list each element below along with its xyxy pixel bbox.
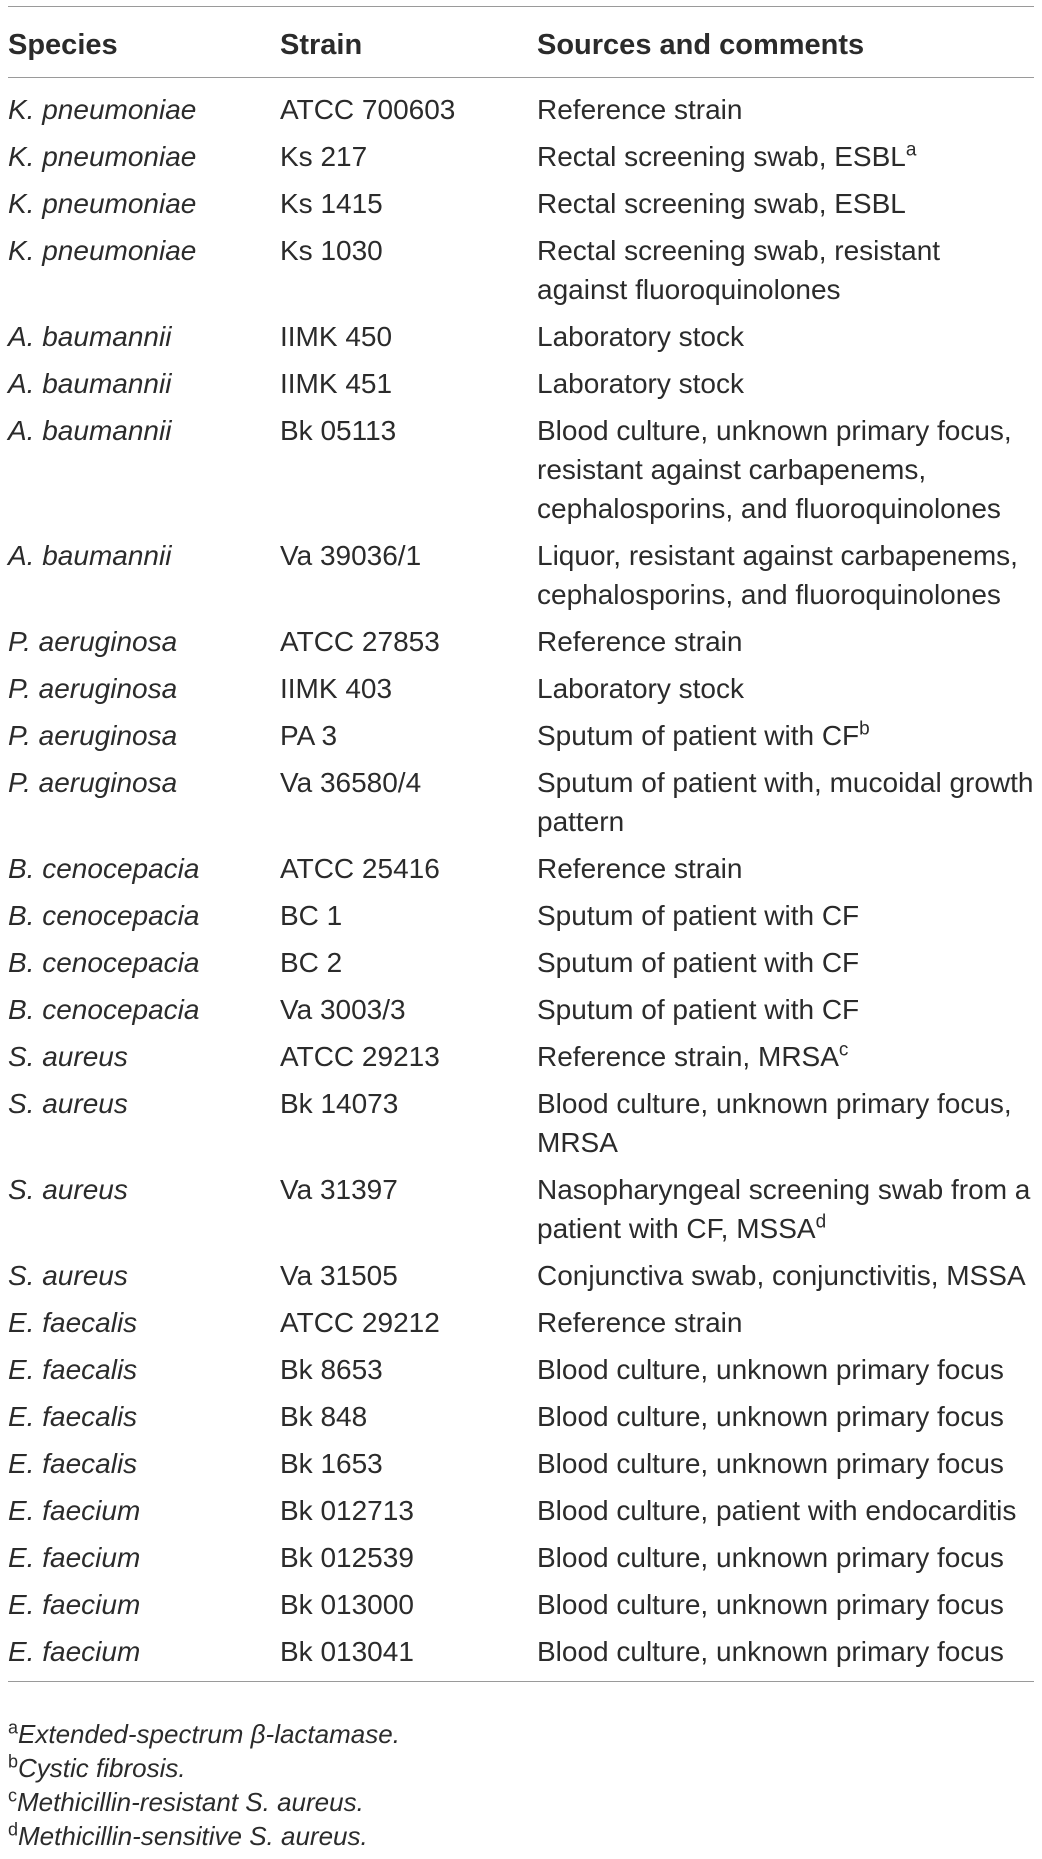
table-row (8, 1530, 1034, 1577)
comment-text: Blood culture, unknown primary focus (537, 1636, 1004, 1667)
species-cell: E. faecium (8, 1495, 141, 1526)
table-row (8, 1436, 1034, 1483)
comment-text: Laboratory stock (537, 673, 744, 704)
comment-text: Sputum of patient with CF (537, 720, 860, 751)
species-cell: S. aureus (8, 1041, 128, 1072)
strain-cell: Ks 1030 (280, 235, 383, 266)
strain-cell: Va 39036/1 (280, 540, 422, 571)
table-row (8, 841, 1034, 888)
strain-table-container (8, 6, 1034, 1682)
table-row (8, 1162, 1034, 1248)
species-cell: A. baumannii (8, 540, 172, 571)
strain-cell: IIMK 451 (280, 368, 393, 399)
species-cell: K. pneumoniae (8, 94, 197, 125)
species-cell: S. aureus (8, 1088, 128, 1119)
comment-text: Laboratory stock (537, 368, 744, 399)
strain-cell: Ks 217 (280, 141, 368, 172)
species-cell: B. cenocepacia (8, 900, 200, 931)
comment-cell (537, 1342, 1034, 1389)
strain-cell: ATCC 25416 (280, 853, 440, 884)
comment-cell (537, 661, 1034, 708)
comment-text: Blood culture, unknown primary focus (537, 1448, 1004, 1479)
comment-cell (537, 1624, 1034, 1682)
table-row (8, 1577, 1034, 1624)
footnote-mark: d (8, 1819, 19, 1840)
comment-cell (537, 78, 1034, 130)
comment-cell (537, 708, 1034, 755)
comment-text: Sputum of patient with CF (537, 900, 860, 931)
strain-cell: Bk 1653 (280, 1448, 383, 1479)
strain-cell: Bk 012539 (280, 1542, 414, 1573)
footnote-text: Methicillin-sensitive S. aureus. (18, 1821, 368, 1851)
table-row (8, 176, 1034, 223)
species-cell: A. baumannii (8, 368, 172, 399)
comment-text: Reference strain (537, 94, 743, 125)
table-row (8, 1295, 1034, 1342)
strain-table (8, 6, 1034, 1682)
footnote-marker: a (905, 139, 917, 161)
strain-cell: PA 3 (280, 720, 338, 751)
strain-cell: Va 36580/4 (280, 767, 422, 798)
species-cell: S. aureus (8, 1174, 128, 1205)
comment-cell (537, 841, 1034, 888)
header-strain: Strain (280, 7, 537, 78)
footnotes (8, 1717, 1034, 1853)
comment-cell (537, 1530, 1034, 1577)
comment-cell (537, 755, 1034, 841)
species-cell: B. cenocepacia (8, 994, 200, 1025)
comment-text: Sputum of patient with CF (537, 994, 860, 1025)
table-row (8, 309, 1034, 356)
species-cell: B. cenocepacia (8, 853, 200, 884)
comment-cell (537, 1389, 1034, 1436)
strain-cell: Bk 05113 (280, 415, 397, 446)
comment-cell (537, 528, 1034, 614)
footnote-text: Cystic fibrosis. (18, 1753, 186, 1783)
footnote (8, 1785, 1034, 1819)
footnote-mark: a (8, 1717, 19, 1738)
strain-cell: Va 3003/3 (280, 994, 406, 1025)
strain-cell: ATCC 700603 (280, 94, 456, 125)
footnote (8, 1751, 1034, 1785)
comment-cell (537, 935, 1034, 982)
species-cell: A. baumannii (8, 321, 172, 352)
species-cell: K. pneumoniae (8, 235, 197, 266)
species-cell: S. aureus (8, 1260, 128, 1291)
table-row (8, 129, 1034, 176)
table-row (8, 78, 1034, 130)
footnote-marker: c (838, 1039, 849, 1061)
comment-cell (537, 614, 1034, 661)
species-cell: K. pneumoniae (8, 141, 197, 172)
strain-cell: Bk 013041 (280, 1624, 537, 1682)
table-row (8, 1342, 1034, 1389)
strain-cell: Va 31397 (280, 1174, 398, 1205)
table-row (8, 888, 1034, 935)
table-row (8, 223, 1034, 309)
table-row (8, 982, 1034, 1029)
comment-text: Rectal screening swab, ESBL (537, 141, 906, 172)
table-row (8, 935, 1034, 982)
table-body (8, 78, 1034, 1682)
footnote-mark: b (8, 1751, 19, 1772)
footnote-marker: b (859, 718, 870, 740)
species-cell: E. faecalis (8, 1448, 138, 1479)
comment-text: Conjunctiva swab, conjunctivitis, MSSA (537, 1260, 1026, 1291)
strain-cell: ATCC 27853 (280, 626, 440, 657)
comment-cell (537, 1162, 1034, 1248)
strain-cell: Bk 848 (280, 1401, 368, 1432)
strain-cell: Va 31505 (280, 1260, 398, 1291)
comment-text: Nasopharyngeal screening swab from a patient with CF, MSSA (537, 1174, 1031, 1244)
species-cell: K. pneumoniae (8, 188, 197, 219)
table-row (8, 1389, 1034, 1436)
footnote-marker: d (815, 1211, 827, 1233)
footnote (8, 1717, 1034, 1751)
table-row (8, 1483, 1034, 1530)
species-cell: P. aeruginosa (8, 673, 178, 704)
strain-cell: ATCC 29213 (280, 1041, 440, 1072)
comment-cell (537, 356, 1034, 403)
species-cell: A. baumannii (8, 415, 172, 446)
table-row (8, 708, 1034, 755)
comment-cell (537, 1483, 1034, 1530)
table-row (8, 528, 1034, 614)
strain-cell: ATCC 29212 (280, 1307, 440, 1338)
strain-cell: IIMK 403 (280, 673, 393, 704)
comment-cell (537, 888, 1034, 935)
table-row (8, 403, 1034, 528)
comment-cell (537, 309, 1034, 356)
comment-text: Reference strain, MRSA (537, 1041, 839, 1072)
species-cell: E. faecalis (8, 1307, 138, 1338)
comment-cell (537, 1076, 1034, 1162)
comment-cell (537, 1436, 1034, 1483)
footnote-text: Extended-spectrum β-lactamase. (18, 1719, 400, 1749)
comment-text: Reference strain (537, 1307, 743, 1338)
species-cell: E. faecalis (8, 1354, 138, 1385)
comment-cell (537, 1577, 1034, 1624)
header-species: Species (8, 7, 280, 78)
comment-cell (537, 223, 1034, 309)
comment-cell (537, 982, 1034, 1029)
comment-cell (537, 1029, 1034, 1076)
comment-text: Blood culture, unknown primary focus (537, 1401, 1004, 1432)
comment-cell (537, 129, 1034, 176)
comment-text: Rectal screening swab, ESBL (537, 188, 906, 219)
table-row (8, 356, 1034, 403)
species-cell: P. aeruginosa (8, 720, 178, 751)
species-cell: E. faecalis (8, 1401, 138, 1432)
footnote-text: Methicillin-resistant S. aureus. (17, 1787, 364, 1817)
strain-cell: BC 1 (280, 900, 343, 931)
table-row (8, 661, 1034, 708)
strain-cell: Bk 012713 (280, 1495, 414, 1526)
species-cell: P. aeruginosa (8, 767, 178, 798)
comment-text: Laboratory stock (537, 321, 744, 352)
comment-cell (537, 1295, 1034, 1342)
comment-text: Blood culture, patient with endocarditis (537, 1495, 1017, 1526)
table-row (8, 1624, 1034, 1682)
strain-cell: IIMK 450 (280, 321, 393, 352)
comment-text: Sputum of patient with, mucoidal growth pattern (537, 767, 1034, 837)
comment-text: Reference strain (537, 626, 743, 657)
table-row (8, 1248, 1034, 1295)
species-cell: E. faecium (8, 1542, 141, 1573)
comment-text: Blood culture, unknown primary focus (537, 1542, 1004, 1573)
comment-text: Liquor, resistant against carbapenems, cephalosporins, and fluoroquinolones (537, 540, 1018, 610)
comment-text: Sputum of patient with CF (537, 947, 860, 978)
comment-text: Reference strain (537, 853, 743, 884)
comment-text: Blood culture, unknown primary focus, MRSA (537, 1088, 1012, 1158)
comment-text: Blood culture, unknown primary focus (537, 1354, 1004, 1385)
table-row (8, 1029, 1034, 1076)
table-row (8, 614, 1034, 661)
strain-cell: Ks 1415 (280, 188, 383, 219)
table-row (8, 1076, 1034, 1162)
species-cell: E. faecium (8, 1624, 280, 1682)
comment-text: Blood culture, unknown primary focus (537, 1589, 1004, 1620)
strain-cell: Bk 013000 (280, 1589, 414, 1620)
table-header (8, 7, 1034, 78)
footnote (8, 1819, 1034, 1853)
header-comments: Sources and comments (537, 7, 1034, 78)
comment-cell (537, 1248, 1034, 1295)
species-cell: E. faecium (8, 1589, 141, 1620)
strain-cell: Bk 14073 (280, 1088, 399, 1119)
header-row (8, 7, 1034, 78)
strain-cell: Bk 8653 (280, 1354, 383, 1385)
footnote-mark: c (8, 1785, 17, 1806)
species-cell: P. aeruginosa (8, 626, 178, 657)
comment-text: Rectal screening swab, resistant against fluoroquinolones (537, 235, 941, 305)
comment-text: Blood culture, unknown primary focus, resistant against carbapenems, cephalosporins, and fluoroquinolones (537, 415, 1012, 524)
species-cell: B. cenocepacia (8, 947, 200, 978)
comment-cell (537, 403, 1034, 528)
comment-cell (537, 176, 1034, 223)
strain-cell: BC 2 (280, 947, 343, 978)
table-row (8, 755, 1034, 841)
